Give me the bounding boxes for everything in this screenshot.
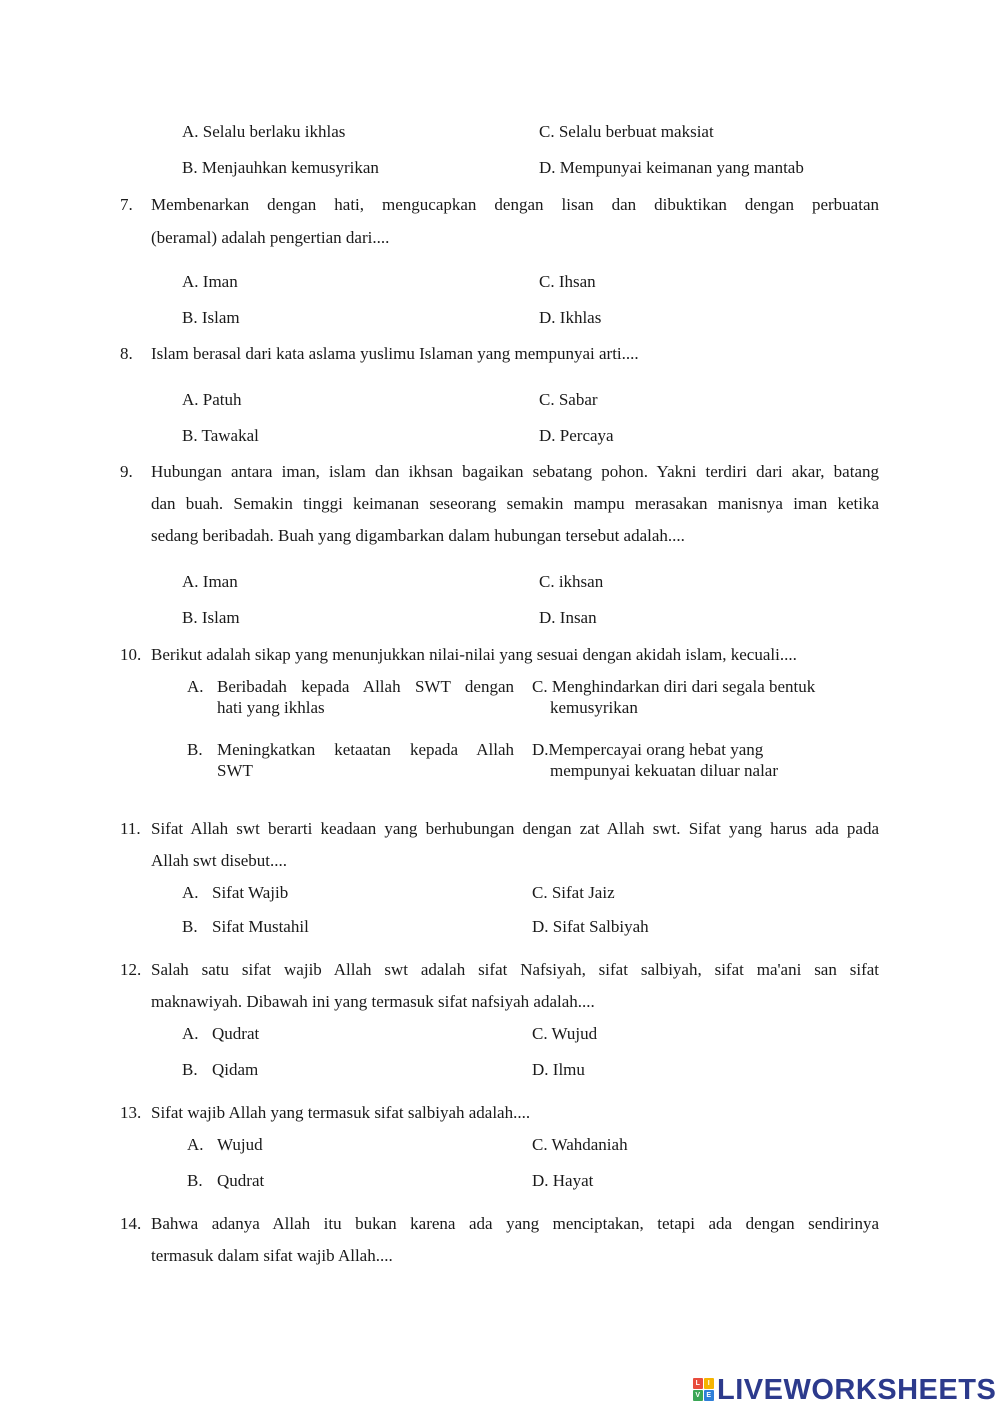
q14-text-line1: Bahwa adanya Allah itu bukan karena ada yang menciptakan, tetapi ada dengan sendirinya [151, 1214, 879, 1233]
q12-option-d: D. Ilmu [532, 1060, 585, 1079]
q9-option-c: C. ikhsan [539, 572, 604, 591]
q12-text-line2: maknawiyah. Dibawah ini yang termasuk sifat nafsiyah adalah.... [151, 992, 595, 1011]
q8-option-c: C. Sabar [539, 390, 598, 409]
q10-option-d-line2: mempunyai kekuatan diluar nalar [550, 761, 778, 780]
q11-option-b: Sifat Mustahil [212, 917, 309, 936]
q8-option-d: D. Percaya [539, 426, 614, 445]
q8-option-b: B. Tawakal [182, 426, 259, 445]
q10-option-a-line1: Beribadah kepada Allah SWT dengan [217, 677, 514, 696]
q10-option-a-line2: hati yang ikhlas [217, 698, 325, 717]
q9-option-a: A. Iman [182, 572, 238, 591]
q13-option-d: D. Hayat [532, 1171, 594, 1190]
q12-option-a: Qudrat [212, 1024, 260, 1043]
q10-option-c-line1: C. Menghindarkan diri dari segala bentuk [532, 677, 816, 696]
q6-option-d: D. Mempunyai keimanan yang mantab [539, 158, 804, 177]
q7-option-d: D. Ikhlas [539, 308, 602, 327]
q13-option-b-letter: B. [187, 1171, 203, 1190]
q9-number: 9. [120, 462, 133, 481]
q7-text-line1: Membenarkan dengan hati, mengucapkan dengan lisan dan dibuktikan dengan perbuatan [151, 195, 879, 214]
q8-number: 8. [120, 344, 133, 363]
q12-option-a-letter: A. [182, 1024, 199, 1043]
q12-option-c: C. Wujud [532, 1024, 598, 1043]
q6-option-c: C. Selalu berbuat maksiat [539, 122, 714, 141]
q8-option-a: A. Patuh [182, 390, 242, 409]
q10-text-line1: Berikut adalah sikap yang menunjukkan nilai-nilai yang sesuai dengan akidah islam, kecuali.... [151, 645, 797, 664]
q13-option-a: Wujud [217, 1135, 263, 1154]
q11-option-a-letter: A. [182, 883, 199, 902]
q6-option-a: A. Selalu berlaku ikhlas [182, 122, 346, 141]
q9-text-line3: sedang beribadah. Buah yang digambarkan dalam hubungan tersebut adalah.... [151, 526, 685, 545]
q10-option-d-line1: D.Mempercayai orang hebat yang [532, 740, 764, 759]
q14-text-line2: termasuk dalam sifat wajib Allah.... [151, 1246, 393, 1265]
q12-number: 12. [120, 960, 142, 979]
liveworksheets-logo-icon: L I V E [693, 1378, 715, 1402]
q11-option-a: Sifat Wajib [212, 883, 289, 902]
q9-option-d: D. Insan [539, 608, 597, 627]
q13-option-b: Qudrat [217, 1171, 265, 1190]
q9-text-line1: Hubungan antara iman, islam dan ikhsan bagaikan sebatang pohon. Yakni terdiri dari akar, batang [151, 462, 879, 481]
q11-text-line2: Allah swt disebut.... [151, 851, 287, 870]
q9-option-b: B. Islam [182, 608, 240, 627]
q11-text-line1: Sifat Allah swt berarti keadaan yang berhubungan dengan zat Allah swt. Sifat yang harus ada pada [151, 819, 879, 838]
q10-option-b-line1: Meningkatkan ketaatan kepada Allah [217, 740, 514, 759]
q11-option-b-letter: B. [182, 917, 198, 936]
q13-number: 13. [120, 1103, 142, 1122]
q10-option-b-line2: SWT [217, 761, 253, 780]
q12-option-b: Qidam [212, 1060, 259, 1079]
q7-text-line2: (beramal) adalah pengertian dari.... [151, 228, 390, 247]
q10-number: 10. [120, 645, 142, 664]
q12-option-b-letter: B. [182, 1060, 198, 1079]
q13-option-c: C. Wahdaniah [532, 1135, 628, 1154]
q6-option-b: B. Menjauhkan kemusyrikan [182, 158, 379, 177]
q12-text-line1: Salah satu sifat wajib Allah swt adalah sifat Nafsiyah, sifat salbiyah, sifat ma'ani san sifat [151, 960, 879, 979]
q11-option-c: C. Sifat Jaiz [532, 883, 615, 902]
q10-option-c-line2: kemusyrikan [550, 698, 638, 717]
q14-number: 14. [120, 1214, 142, 1233]
q10-option-a-letter: A. [187, 677, 204, 696]
q11-number: 11. [120, 819, 141, 838]
q11-option-d: D. Sifat Salbiyah [532, 917, 649, 936]
q13-option-a-letter: A. [187, 1135, 204, 1154]
liveworksheets-logo-text: LIVEWORKSHEETS [717, 1373, 997, 1406]
q7-number: 7. [120, 195, 133, 214]
q7-option-c: C. Ihsan [539, 272, 596, 291]
q10-option-b-letter: B. [187, 740, 203, 759]
q9-text-line2: dan buah. Semakin tinggi keimanan seseorang semakin mampu merasakan manisnya iman ketika [151, 494, 879, 513]
q13-text-line1: Sifat wajib Allah yang termasuk sifat salbiyah adalah.... [151, 1103, 531, 1122]
q7-option-b: B. Islam [182, 308, 240, 327]
liveworksheets-logo[interactable] [693, 1374, 996, 1406]
q7-option-a: A. Iman [182, 272, 238, 291]
q8-text-line1: Islam berasal dari kata aslama yuslimu Islaman yang mempunyai arti.... [151, 344, 639, 363]
